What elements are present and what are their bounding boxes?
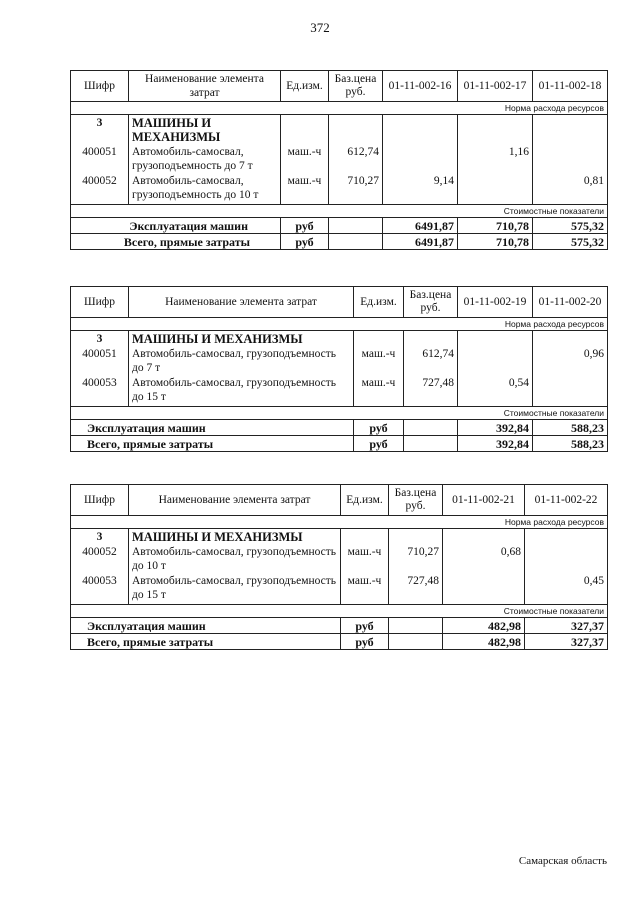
row-code: 400053	[71, 573, 129, 605]
section-norm-row	[71, 102, 608, 115]
header-base-price: Баз.цена руб.	[329, 71, 383, 102]
total-unit: руб	[281, 218, 329, 234]
row-value: 0,81	[533, 173, 608, 205]
row-price: 612,74	[329, 144, 383, 173]
header-name: Наименование элемента затрат	[129, 485, 341, 516]
row-unit: маш.-ч	[341, 573, 389, 605]
table-row	[71, 573, 608, 605]
row-code: 400052	[71, 544, 129, 573]
total-label: Всего, прямые затраты	[71, 634, 341, 650]
section-cost-row	[71, 407, 608, 420]
header-base-price: Баз.цена руб.	[389, 485, 443, 516]
total-row	[71, 634, 608, 650]
group-code: 3	[71, 331, 129, 347]
footer-region: Самарская область	[518, 855, 607, 867]
section-cost-label: Стоимостные показатели	[71, 407, 608, 420]
table-header-row	[71, 71, 608, 102]
row-value	[383, 144, 458, 173]
row-value: 0,54	[458, 375, 533, 407]
header-column: 01-11-002-17	[458, 71, 533, 102]
total-value: 482,98	[443, 618, 525, 634]
section-cost-label: Стоимостные показатели	[71, 205, 608, 218]
total-value: 6491,87	[383, 234, 458, 250]
row-price: 727,48	[404, 375, 458, 407]
table-row	[71, 173, 608, 205]
table-header-row	[71, 287, 608, 318]
total-value: 392,84	[458, 436, 533, 452]
resource-table-1	[70, 70, 608, 250]
total-row	[71, 436, 608, 452]
section-norm-label: Норма расхода ресурсов	[71, 318, 608, 331]
total-unit: руб	[354, 420, 404, 436]
row-name: Автомобиль-самосвал, грузоподъемность до 15 т	[129, 573, 341, 605]
total-value: 710,78	[458, 234, 533, 250]
header-column: 01-11-002-19	[458, 287, 533, 318]
total-unit: руб	[341, 634, 389, 650]
section-cost-row	[71, 605, 608, 618]
table-row	[71, 144, 608, 173]
row-value	[458, 173, 533, 205]
group-code: 3	[71, 115, 129, 145]
row-unit: маш.-ч	[281, 173, 329, 205]
header-column: 01-11-002-22	[525, 485, 608, 516]
row-unit: маш.-ч	[354, 346, 404, 375]
total-unit: руб	[354, 436, 404, 452]
section-norm-row	[71, 516, 608, 529]
row-code: 400053	[71, 375, 129, 407]
total-label: Всего, прямые затраты	[71, 234, 281, 250]
row-unit: маш.-ч	[281, 144, 329, 173]
total-label: Эксплуатация машин	[71, 420, 354, 436]
total-label: Эксплуатация машин	[71, 618, 341, 634]
section-cost-row	[71, 205, 608, 218]
table-row	[71, 544, 608, 573]
row-value: 0,68	[443, 544, 525, 573]
total-label: Всего, прямые затраты	[71, 436, 354, 452]
header-name: Наименование элемента затрат	[129, 287, 354, 318]
total-row	[71, 420, 608, 436]
row-value	[533, 375, 608, 407]
row-value	[443, 573, 525, 605]
row-unit: маш.-ч	[354, 375, 404, 407]
section-norm-label: Норма расхода ресурсов	[71, 102, 608, 115]
row-code: 400051	[71, 144, 129, 173]
header-unit: Ед.изм.	[341, 485, 389, 516]
total-value: 588,23	[533, 420, 608, 436]
total-row	[71, 234, 608, 250]
table-row	[71, 346, 608, 375]
row-code: 400052	[71, 173, 129, 205]
row-value: 0,96	[533, 346, 608, 375]
total-value: 327,37	[525, 634, 608, 650]
total-row	[71, 218, 608, 234]
row-value	[525, 544, 608, 573]
total-unit: руб	[341, 618, 389, 634]
row-name: Автомобиль-самосвал, грузоподъемность до 10 т	[129, 544, 341, 573]
header-base-price: Баз.цена руб.	[404, 287, 458, 318]
header-column: 01-11-002-21	[443, 485, 525, 516]
row-value: 1,16	[458, 144, 533, 173]
header-code: Шифр	[71, 287, 129, 318]
total-label: Эксплуатация машин	[71, 218, 281, 234]
page-number: 372	[310, 20, 330, 35]
group-row	[71, 529, 608, 545]
row-value	[458, 346, 533, 375]
header-column: 01-11-002-16	[383, 71, 458, 102]
total-value: 710,78	[458, 218, 533, 234]
total-value: 392,84	[458, 420, 533, 436]
header-unit: Ед.изм.	[354, 287, 404, 318]
resource-table-3	[70, 484, 608, 650]
total-value: 588,23	[533, 436, 608, 452]
group-row	[71, 115, 608, 145]
row-name: Автомобиль-самосвал, грузоподъемность до 10 т	[129, 173, 281, 205]
section-norm-label: Норма расхода ресурсов	[71, 516, 608, 529]
group-row	[71, 331, 608, 347]
section-norm-row	[71, 318, 608, 331]
total-value: 575,32	[533, 218, 608, 234]
header-unit: Ед.изм.	[281, 71, 329, 102]
row-name: Автомобиль-самосвал, грузоподъемность до 15 т	[129, 375, 354, 407]
header-code: Шифр	[71, 485, 129, 516]
group-code: 3	[71, 529, 129, 545]
header-code: Шифр	[71, 71, 129, 102]
total-value: 482,98	[443, 634, 525, 650]
header-column: 01-11-002-20	[533, 287, 608, 318]
group-title: МАШИНЫ И МЕХАНИЗМЫ	[129, 115, 281, 145]
row-value: 0,45	[525, 573, 608, 605]
group-title: МАШИНЫ И МЕХАНИЗМЫ	[129, 529, 341, 545]
header-name: Наименование элемента затрат	[129, 71, 281, 102]
row-value	[533, 144, 608, 173]
row-price: 710,27	[329, 173, 383, 205]
row-price: 710,27	[389, 544, 443, 573]
row-unit: маш.-ч	[341, 544, 389, 573]
total-value: 6491,87	[383, 218, 458, 234]
row-name: Автомобиль-самосвал, грузоподъемность до 7 т	[129, 144, 281, 173]
row-price: 612,74	[404, 346, 458, 375]
table-header-row	[71, 485, 608, 516]
group-title: МАШИНЫ И МЕХАНИЗМЫ	[129, 331, 354, 347]
table-row	[71, 375, 608, 407]
total-row	[71, 618, 608, 634]
section-cost-label: Стоимостные показатели	[71, 605, 608, 618]
row-code: 400051	[71, 346, 129, 375]
total-unit: руб	[281, 234, 329, 250]
total-value: 327,37	[525, 618, 608, 634]
row-value: 9,14	[383, 173, 458, 205]
row-price: 727,48	[389, 573, 443, 605]
header-column: 01-11-002-18	[533, 71, 608, 102]
total-value: 575,32	[533, 234, 608, 250]
resource-table-2	[70, 286, 608, 452]
row-name: Автомобиль-самосвал, грузоподъемность до 7 т	[129, 346, 354, 375]
